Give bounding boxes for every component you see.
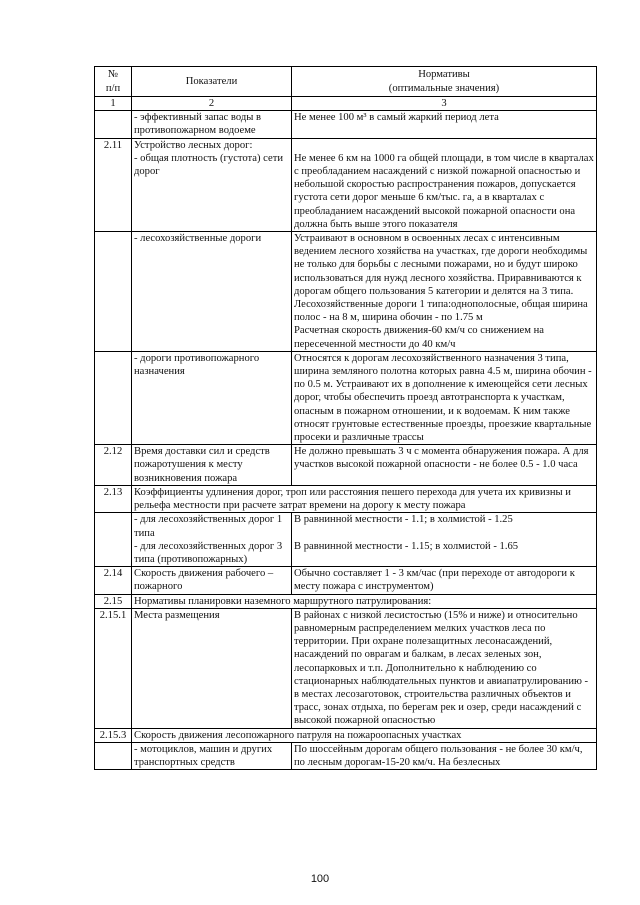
table-row — [95, 513, 597, 567]
row-norm: Не должно превышать 3 ч с момента обнаружения пожара. А для участков высокой пожарной опасности - не более 0.5 - 1.0 часа — [292, 445, 597, 486]
column-number-1: 1 — [95, 97, 132, 111]
row-indicator: - дороги противопожарного назначения — [132, 351, 292, 444]
row-number — [95, 351, 132, 444]
header-indicators: Показатели — [132, 67, 292, 97]
row-indicator: - мотоциклов, машин и других транспортных средств — [132, 742, 292, 769]
row-indicator: Устройство лесных дорог: - общая плотность (густота) сети дорог — [132, 138, 292, 231]
table-row — [95, 445, 597, 486]
row-number — [95, 513, 132, 567]
row-number: 2.13 — [95, 485, 132, 512]
table-row — [95, 742, 597, 769]
header-number: № п/п — [95, 67, 132, 97]
table-row — [95, 594, 597, 608]
header-norms: Нормативы (оптимальные значения) — [292, 67, 597, 97]
row-merged-text: Коэффициенты удлинения дорог, троп или расстояния пешего перехода для учета их кривизны и рельефа местности при расчете затрат времени на дорогу к месту пожара — [132, 485, 597, 512]
row-number: 2.15.3 — [95, 728, 132, 742]
row-indicator: - для лесохозяйственных дорог 1 типа - для лесохозяйственных дорог 3 типа (противопожарных) — [132, 513, 292, 567]
row-number — [95, 232, 132, 352]
row-norm: В равнинной местности - 1.1; в холмистой - 1.25 В равнинной местности - 1.15; в холмистой - 1.65 — [292, 513, 597, 567]
row-number: 2.11 — [95, 138, 132, 231]
table-row — [95, 351, 597, 444]
row-number: 2.12 — [95, 445, 132, 486]
row-indicator: - лесохозяйственные дороги — [132, 232, 292, 352]
table-row — [95, 111, 597, 138]
table-row — [95, 567, 597, 594]
row-number — [95, 742, 132, 769]
column-number-2: 2 — [132, 97, 292, 111]
row-number: 2.15 — [95, 594, 132, 608]
table-row — [95, 138, 597, 231]
column-numbers-row — [95, 97, 597, 111]
column-number-3: 3 — [292, 97, 597, 111]
row-number: 2.14 — [95, 567, 132, 594]
row-indicator: - эффективный запас воды в противопожарном водоеме — [132, 111, 292, 138]
row-norm: По шоссейным дорогам общего пользования - не более 30 км/ч, по лесным дорогам-15-20 км/ч. На безлесных — [292, 742, 597, 769]
table-row — [95, 232, 597, 352]
table-row — [95, 608, 597, 728]
row-indicator: Время доставки сил и средств пожаротушения к месту возникновения пожара — [132, 445, 292, 486]
row-indicator: Места размещения — [132, 608, 292, 728]
row-indicator: Скорость движения рабочего – пожарного — [132, 567, 292, 594]
row-norm: Относятся к дорогам лесохозяйственного назначения 3 типа, ширина земляного полотна которых равна 4.5 м, ширина обочин - по 0.5 м. Устраивают их в дополнение к имеющейся сети лесных дорог, чтобы обеспечить проезд автотранспорта к участкам, опасным в пожарном отношении, и к водоемам. К ним также относят грунтовые естественные проезды, проезжие квартальные просеки и различные трассы — [292, 351, 597, 444]
row-norm: Не менее 100 м³ в самый жаркий период лета — [292, 111, 597, 138]
row-norm: Не менее 6 км на 1000 га общей площади, в том числе в кварталах с преобладанием насаждений с низкой пожарной опасностью и небольшой скоростью распространения пожаров, допускается густота сети дорог меньше 6 км/тыс. га, а в кварталах с преобладанием насаждений высокой пожарной опасности она должна быть выше этого показателя — [292, 138, 597, 231]
norms-table — [94, 66, 597, 770]
row-norm: В районах с низкой лесистостью (15% и ниже) и относительно равномерным распределением мелких участков леса по территории. При охране полезащитных лесонасаждений, насаждений по оврагам и балкам, в лесах зеленых зон, лесопарковых и т.п. Дополнительно к наблюдению со стационарных наблюдательных пунктов и авиапатрулированию - в местах лесозаготовок, строительства различных объектов и трасс, зонах отдыха, по берегам рек и озер, среди насаждений с высокой пожарной опасностью — [292, 608, 597, 728]
table-row — [95, 485, 597, 512]
row-number — [95, 111, 132, 138]
table-header-row — [95, 67, 597, 97]
row-merged-text: Скорость движения лесопожарного патруля на пожароопасных участках — [132, 728, 597, 742]
page-number: 100 — [310, 873, 330, 885]
row-norm: Обычно составляет 1 - 3 км/час (при переходе от автодороги к месту пожара с инструментом) — [292, 567, 597, 594]
table-row — [95, 728, 597, 742]
row-norm: Устраивают в основном в освоенных лесах с интенсивным ведением лесного хозяйства на участках, где дороги необходимы не только для борьбы с лесными пожарами, но и будут широко использоваться для нужд лесного хозяйства. Приравниваются к дорогам общего пользования 5 категории и делятся на 3 типа. Лесохозяйственные дороги 1 типа:однополосные, общая ширина полос - на 8 м, ширина обочин - по 1.75 м Расчетная скорость движения-60 км/ч со снижением на пересеченной местности до 40 км/ч — [292, 232, 597, 352]
row-merged-text: Нормативы планировки наземного маршрутного патрулирования: — [132, 594, 597, 608]
row-number: 2.15.1 — [95, 608, 132, 728]
